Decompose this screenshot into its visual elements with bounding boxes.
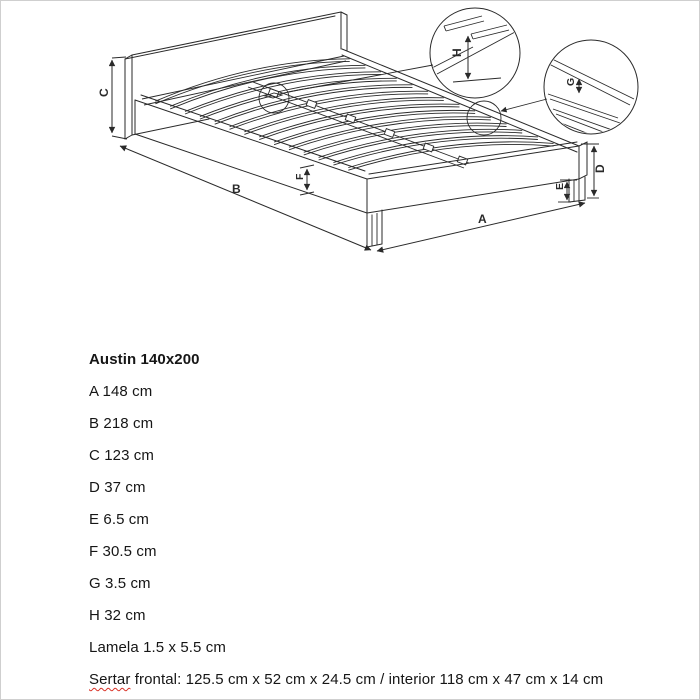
spec-row: Lamela 1.5 x 5.5 cm — [89, 639, 226, 656]
spec-row: H 32 cm — [89, 607, 146, 624]
dim-label-b: B — [232, 182, 241, 196]
bed-diagram — [1, 1, 700, 341]
spec-row: G 3.5 cm — [89, 575, 151, 592]
misspelled-word: Sertar — [89, 671, 131, 688]
dimension-c — [97, 57, 127, 139]
dim-label-c: C — [97, 88, 111, 97]
foot-right-leg — [569, 177, 585, 202]
slat-line — [304, 123, 507, 152]
dim-label-f: F — [294, 173, 306, 180]
foot-rail — [367, 142, 587, 213]
dim-label-e: E — [554, 182, 566, 190]
spec-row: E 6.5 cm — [89, 511, 149, 528]
slat-line — [319, 132, 523, 160]
detail-circle-h — [430, 8, 520, 98]
spec-row-drawer — [89, 672, 669, 687]
connector-to-detail-g — [501, 99, 547, 111]
dim-label-h: H — [450, 48, 464, 57]
slat-line — [259, 107, 459, 140]
detail-circle-g — [544, 40, 638, 140]
spec-row: F 30.5 cm — [89, 543, 157, 560]
foot-left-leg — [367, 210, 382, 247]
dim-label-g: G — [565, 77, 577, 86]
spec-list — [89, 352, 669, 700]
near-side-rail — [135, 95, 367, 213]
spec-row: A 148 cm — [89, 383, 153, 400]
slats — [155, 59, 553, 170]
slat-line — [304, 126, 507, 155]
dim-label-d: D — [593, 164, 607, 173]
spec-row: D 37 cm — [89, 479, 146, 496]
slat-line — [185, 72, 381, 112]
dim-label-a: A — [478, 212, 487, 226]
dimension-a — [377, 203, 585, 251]
slat-line — [274, 113, 475, 145]
slat-line — [333, 136, 537, 163]
product-title: Austin 140x200 — [89, 351, 200, 368]
dimension-f — [294, 165, 314, 195]
spec-row: B 218 cm — [89, 415, 154, 432]
spec-row: C 123 cm — [89, 447, 154, 464]
slat-line — [200, 78, 397, 116]
drawer-spec-text: frontal: 125.5 cm x 52 cm x 24.5 cm / interior 118 cm x 47 cm x 14 cm — [130, 671, 604, 688]
dimension-b — [120, 146, 371, 250]
